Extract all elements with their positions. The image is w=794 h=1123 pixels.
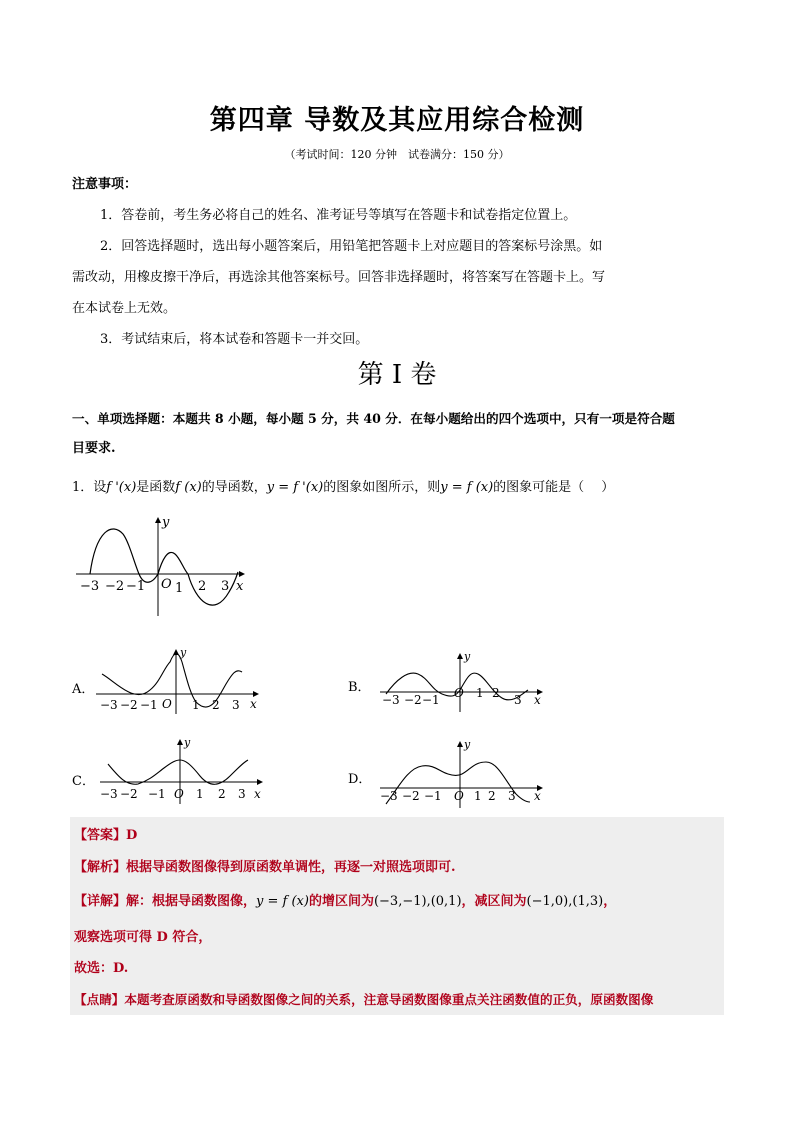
origin-label: O [454,789,464,803]
x-label: x [534,789,541,803]
question-1 [72,478,614,498]
part-heading-cont: 目要求. [72,441,116,456]
notice-heading: 注意事项： [72,177,138,192]
tick-label: −1 [126,579,146,594]
notice-item-1: 1．答卷前，考生务必将自己的姓名、准考证号等填写在答题卡和试卷指定位置上。 [100,208,577,223]
tick-label: −2 [105,579,125,594]
analysis-line [74,858,456,878]
math-y-f: y = f (x) [256,894,309,909]
tick-label: −3 [100,698,118,712]
math-f: f (x) [175,480,202,495]
origin-label: O [162,697,172,711]
option-a-graph [94,646,264,716]
math-y-f-prime: y = f '(x) [266,480,324,495]
option-d-label: D． [348,772,372,787]
question-text: 的图象可能是（ ） [493,480,615,495]
option-a-label: A． [72,682,95,697]
x-label: x [250,697,257,711]
x-label: x [236,579,244,594]
tick-label: 2 [198,579,207,594]
tick-label: 1 [192,698,200,712]
tick-label: 1 [196,787,204,801]
option-b-graph [378,650,548,714]
exam-info: （考试时间：120 分钟 试卷满分：150 分） [284,148,510,161]
tick-label: −1 [424,789,442,803]
answer-tag: 【答案】 [74,828,127,843]
math-f-prime: f '(x) [106,480,137,495]
page-title: 第四章 导数及其应用综合检测 [209,105,585,136]
observe-line: 观察选项可得 D 符合， [74,930,212,945]
detail-text: 解：根据导函数图像， [126,894,257,909]
notice-item-2-cont: 需改动，用橡皮擦干净后，再选涂其他答案标号。回答非选择题时，将答案写在答题卡上。写 [72,270,606,285]
analysis-text: 根据导函数图像得到原函数单调性，再逐一对照选项即可. [126,860,456,875]
y-label: y [184,736,191,749]
tick-label: 1 [175,581,184,596]
tick-label: 3 [232,698,240,712]
x-label: x [534,693,541,707]
comment-text: 本题考查原函数和导函数图像之间的关系，注意导函数图像重点关注函数值的正负，原函数图像 [124,992,654,1007]
question-text: 是函数 [136,480,176,495]
question-text: 的导函数， [201,480,267,495]
detail-text: ，减区间为 [461,894,527,909]
notice-item-3: 3．考试结束后，将本试卷和答题卡一并交回。 [100,332,369,347]
tick-label: 2 [218,787,226,801]
tick-label: 3 [514,693,522,707]
tick-label: 2 [492,686,500,700]
question-number: 1．设 [72,480,107,495]
y-label: y [162,515,170,530]
origin-label: O [161,577,172,592]
answer-line [74,826,137,846]
analysis-tag: 【解析】 [74,860,127,875]
option-d-graph [378,738,548,810]
tick-label: −3 [80,579,100,594]
origin-label: O [174,787,184,801]
part-heading: 一、单项选择题：本题共 8 小题，每小题 5 分，共 40 分．在每小题给出的四个选项中，只有一项是符合题 [72,411,675,426]
option-c-graph [98,736,268,806]
tick-label: 3 [238,787,246,801]
answer-panel [70,817,724,1015]
y-label: y [464,650,471,663]
tick-label: −1 [422,693,440,707]
notice-item-2: 2．回答选择题时，选出每小题答案后，用铅笔把答题卡上对应题目的答案标号涂黑。如 [100,239,603,254]
choose-line: 故选：D. [74,961,129,976]
detail-line [74,892,616,912]
option-b-label: B． [348,680,371,695]
comment-line [74,990,653,1010]
tick-label: −1 [140,698,158,712]
option-c-curve [108,760,248,784]
tick-label: −2 [120,787,138,801]
increasing-interval: (−3,−1),(0,1) [373,894,462,909]
tick-label: −1 [148,787,166,801]
tick-label: 3 [508,789,516,803]
tick-label: 1 [476,686,484,700]
y-label: y [180,646,187,659]
tick-label: 2 [488,789,496,803]
tick-label: −3 [380,789,398,803]
tick-label: −2 [120,698,138,712]
derivative-graph [72,512,252,622]
notice-item-2-end: 在本试卷上无效。 [72,301,177,316]
tick-label: −2 [404,693,422,707]
tick-label: −2 [402,789,420,803]
option-c-label: C． [72,774,95,789]
y-label: y [464,738,471,751]
tick-label: 3 [221,579,230,594]
origin-label: O [454,686,464,700]
detail-tag: 【详解】 [74,894,127,909]
section-title: 第 I 卷 [357,360,437,390]
tick-label: 2 [212,698,220,712]
tick-label: 1 [474,789,482,803]
answer-value: D [126,828,138,843]
detail-text: 的增区间为 [308,894,374,909]
question-text: 的图象如图所示，则 [323,480,441,495]
tick-label: −3 [100,787,118,801]
comment-tag: 【点睛】 [74,992,125,1007]
decreasing-interval: (−1,0),(1,3) [526,894,604,909]
tick-label: −3 [382,693,400,707]
x-label: x [254,787,261,801]
detail-text: ， [603,894,617,909]
math-y-f: y = f (x) [440,480,494,495]
